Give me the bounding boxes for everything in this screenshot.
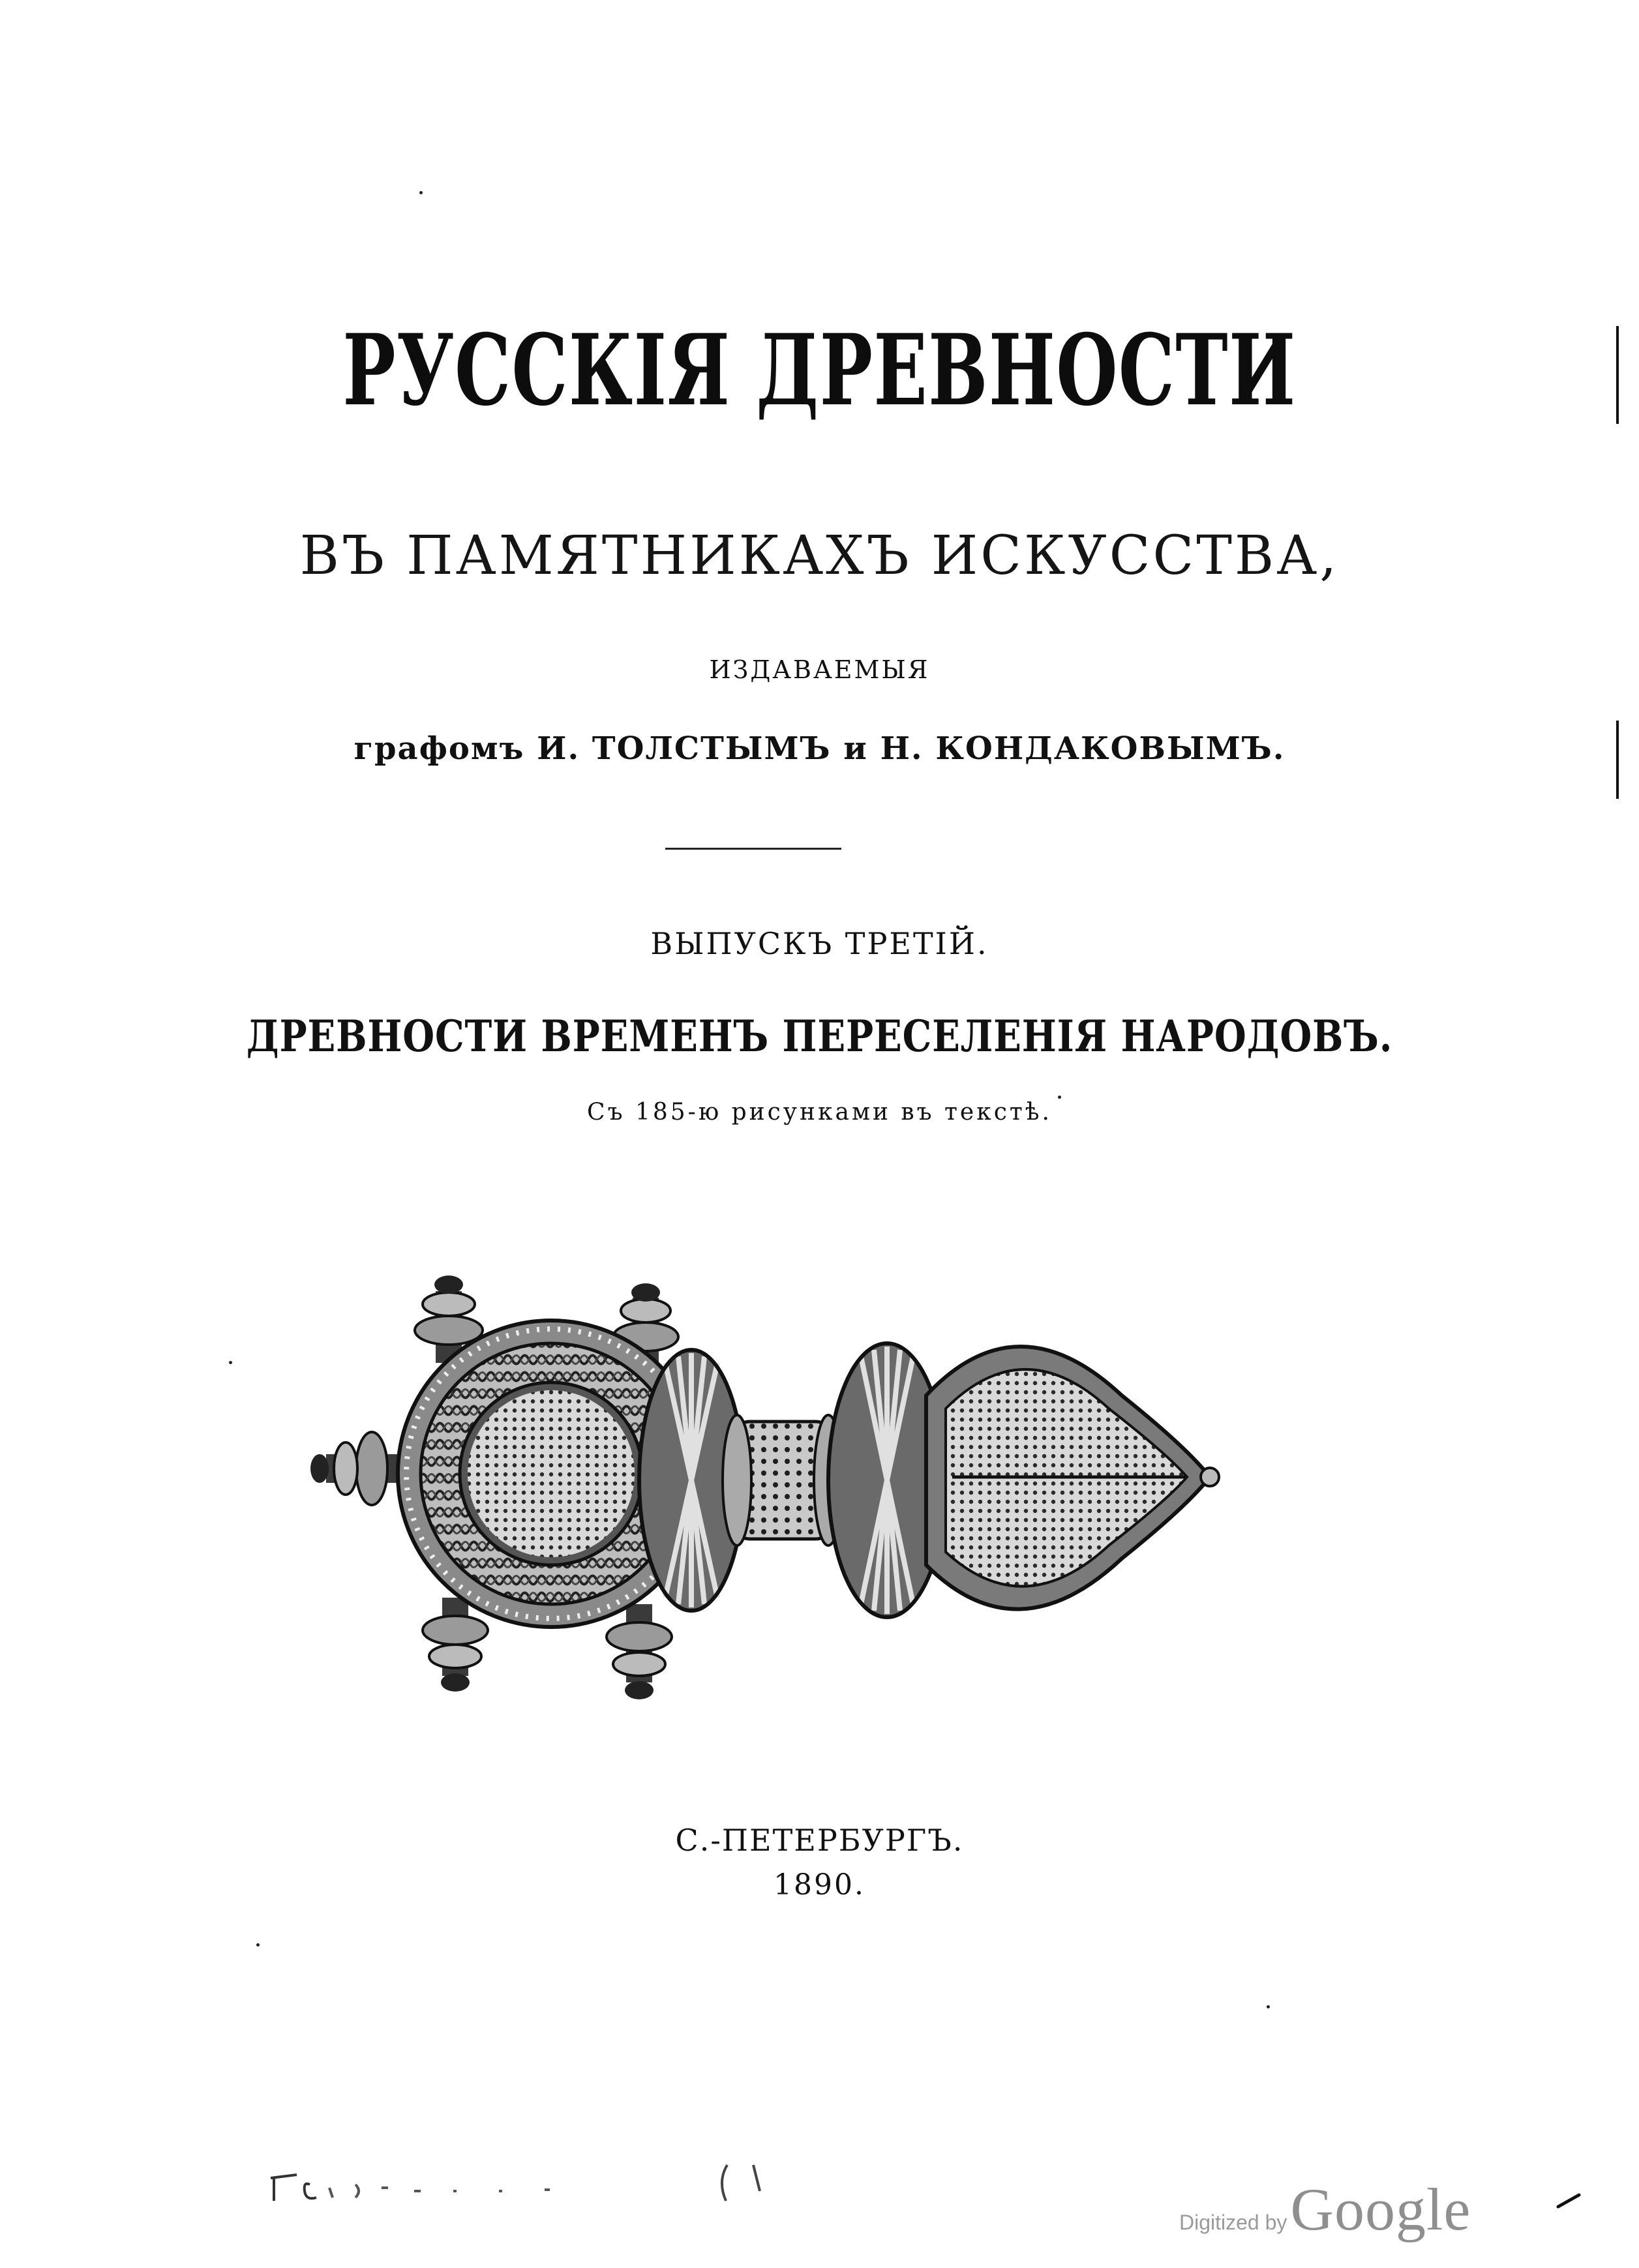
- digitized-by-label: Digitized by: [1179, 2211, 1287, 2234]
- place-of-publication: С.-ПЕТЕРБУРГЪ.: [675, 1823, 964, 1858]
- pen-stroke-mark: [1556, 2191, 1582, 2211]
- illustrations-note: Съ 185-ю рисунками въ текстѣ.: [587, 1099, 1052, 1126]
- divider-rule: [665, 848, 841, 850]
- brooch-neck: [723, 1415, 843, 1545]
- issue-number: ВЫПУСКЪ ТРЕТІЙ.: [650, 926, 989, 961]
- ink-speck: [229, 1361, 232, 1364]
- subtitle: ВЪ ПАМЯТНИКАХЪ ИСКУССТВА,: [299, 525, 1340, 587]
- brooch-knob-bottom-left: [423, 1598, 488, 1692]
- brooch-lozenge-foot: [926, 1347, 1219, 1609]
- main-title: РУССКІЯ ДРЕВНОСТИ: [342, 313, 1297, 428]
- google-logo: Google: [1290, 2176, 1471, 2243]
- issue-title: ДРЕВНОСТИ ВРЕМЕНЪ ПЕРЕСЕЛЕНІЯ НАРОДОВЪ.: [246, 1011, 1393, 1062]
- brooch-knob-bottom-right: [607, 1604, 672, 1699]
- ink-speck: [1267, 2005, 1270, 2008]
- ink-speck: [256, 1943, 260, 1947]
- publication-year: 1890.: [774, 1868, 865, 1902]
- brooch-knob-left: [310, 1432, 411, 1505]
- library-stamp: [258, 2152, 845, 2211]
- scan-edge-mark-top: [1616, 326, 1619, 424]
- ink-speck: [419, 191, 423, 194]
- ornate-brooch-illustration: [300, 1232, 1226, 1728]
- digitized-watermark: [1179, 2175, 1471, 2244]
- published-by: ИЗДАВАЕМЫЯ: [709, 655, 930, 684]
- editors: графомъ И. ТОЛСТЫМЪ и Н. КОНДАКОВЫМЪ.: [353, 730, 1286, 767]
